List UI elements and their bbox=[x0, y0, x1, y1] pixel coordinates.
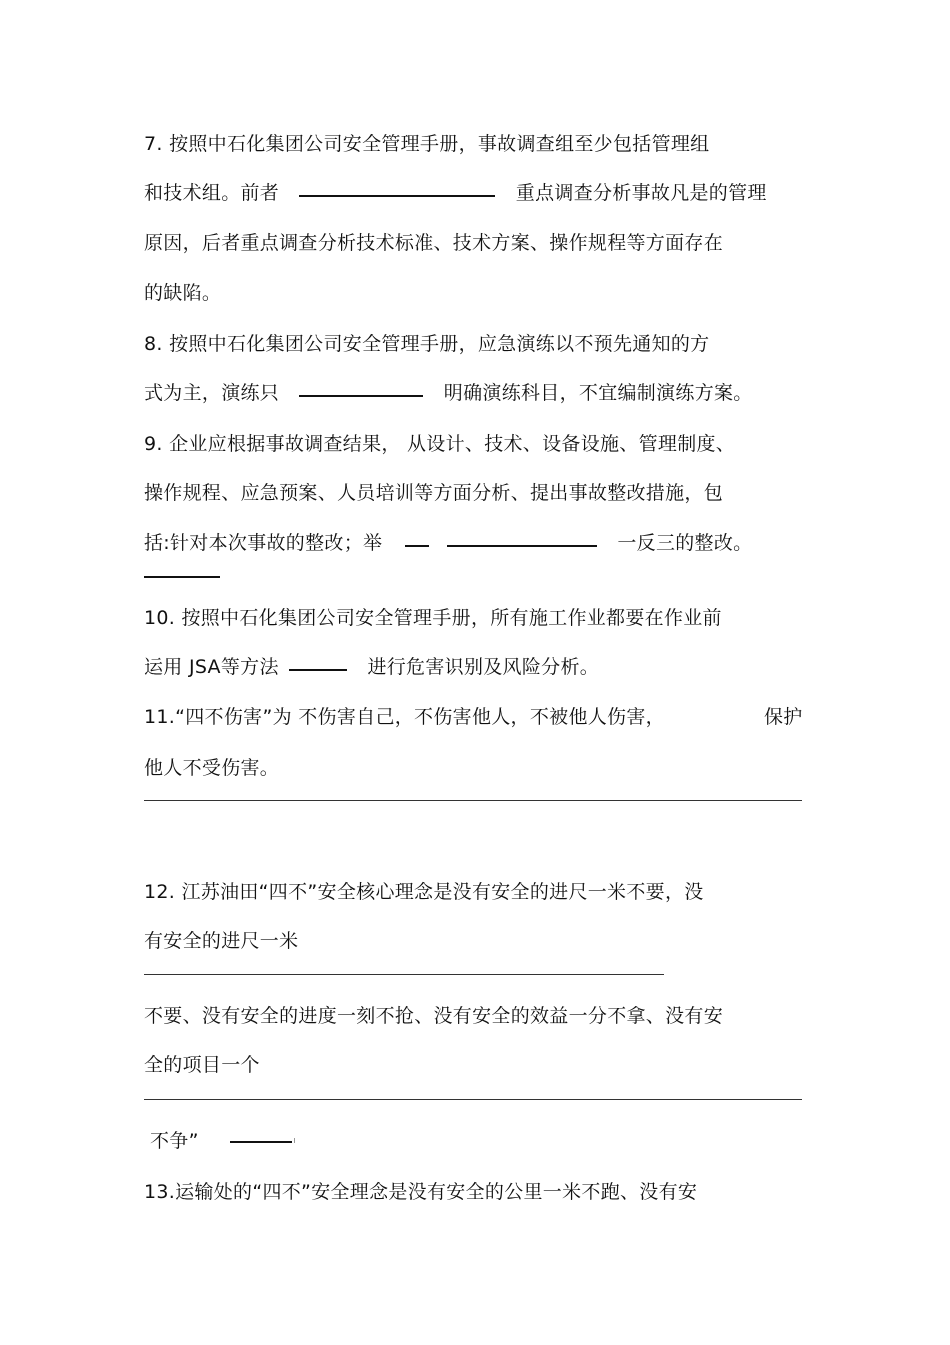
q7-line-2-end: 重点调查分析事故凡是的管理 bbox=[515, 182, 767, 204]
q11-line-1-end: 保护 bbox=[764, 706, 803, 728]
answer-line bbox=[230, 1141, 292, 1143]
q8-line-2 bbox=[144, 381, 753, 405]
q9-line-3 bbox=[144, 531, 752, 555]
fill-in-blank bbox=[299, 195, 495, 197]
q7-line-3: 原因，后者重点调查分析技术标准、技术方案、操作规程等方面存在 bbox=[144, 232, 724, 254]
answer-line bbox=[144, 800, 802, 801]
answer-line bbox=[144, 576, 220, 578]
q7-line-4: 的缺陷。 bbox=[144, 282, 222, 304]
answer-line bbox=[144, 1099, 802, 1100]
fill-in-blank bbox=[289, 669, 347, 671]
q9-line-3-end: 一反三的整改。 bbox=[617, 532, 753, 554]
q11-line-2: 他人不受伤害。 bbox=[144, 757, 280, 779]
tick-mark bbox=[294, 1138, 295, 1143]
q12-line-3: 不要、没有安全的进度一刻不抢、没有安全的效益一分不拿、没有安 bbox=[144, 1005, 724, 1027]
q10-line-2-start: 运用 JSA等方法 bbox=[144, 656, 279, 678]
q12-line-1: 12. 江苏油田“四不”安全核心理念是没有安全的进尺一米不要，没 bbox=[144, 881, 704, 903]
q10-line-2-end: 进行危害识别及风险分析。 bbox=[367, 656, 600, 678]
q8-line-2-end: 明确演练科目，不宜编制演练方案。 bbox=[443, 382, 753, 404]
q12-line-4: 全的项目一个 bbox=[144, 1054, 260, 1076]
q9-line-1: 9. 企业应根据事故调查结果， 从设计、技术、设备设施、管理制度、 bbox=[144, 433, 736, 455]
q8-line-1: 8. 按照中石化集团公司安全管理手册，应急演练以不预先通知的方 bbox=[144, 333, 710, 355]
q10-line-1: 10. 按照中石化集团公司安全管理手册，所有施工作业都要在作业前 bbox=[144, 607, 722, 629]
q9-line-2: 操作规程、应急预案、人员培训等方面分析、提出事故整改措施，包 bbox=[144, 482, 724, 504]
fill-in-blank bbox=[447, 545, 597, 547]
fill-in-blank bbox=[405, 545, 429, 547]
q13-line-1: 13.运输处的“四不”安全理念是没有安全的公里一米不跑、没有安 bbox=[144, 1181, 698, 1203]
answer-line bbox=[144, 974, 664, 975]
q11-line-1: 11.“四不伤害”为 不伤害自己，不伤害他人，不被他人伤害， bbox=[144, 706, 665, 728]
q7-line-1: 7. 按照中石化集团公司安全管理手册，事故调查组至少包括管理组 bbox=[144, 133, 710, 155]
q7-line-2 bbox=[144, 181, 767, 205]
q10-line-2 bbox=[144, 655, 599, 679]
q12-line-5: 不争” bbox=[150, 1130, 199, 1152]
q9-line-3-start: 括:针对本次事故的整改；举 bbox=[144, 532, 383, 554]
q8-line-2-start: 式为主，演练只 bbox=[144, 382, 280, 404]
q7-line-2-start: 和技术组。前者 bbox=[144, 182, 280, 204]
q12-line-2: 有安全的进尺一米 bbox=[144, 930, 299, 952]
fill-in-blank bbox=[299, 395, 423, 397]
